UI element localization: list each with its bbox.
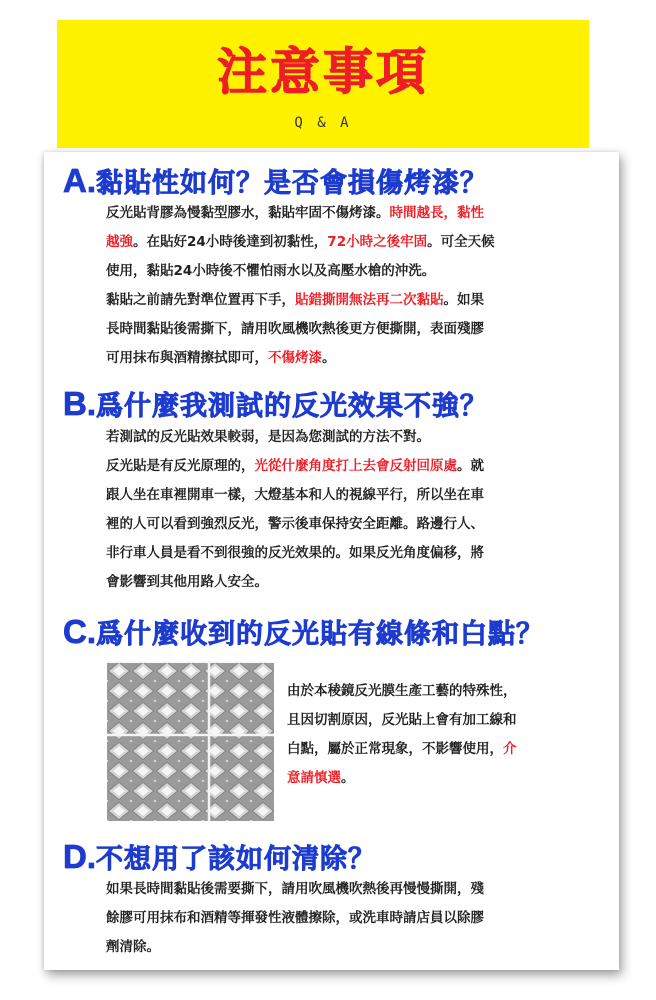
answer-line: 餘膠可用抹布和酒精等揮發性液體擦除，或洗車時請店員以除膠	[106, 910, 484, 926]
question-letter: C.	[63, 613, 96, 650]
answer-line: 如果長時間黏貼後需要撕下，請用吹風機吹熱後再慢慢撕開，殘	[106, 881, 484, 897]
answer-line: 若測試的反光貼效果較弱，是因為您測試的方法不對。	[106, 429, 430, 445]
highlight-text: 介	[503, 741, 517, 757]
answer-line: 且因切割原因，反光貼上會有加工線和	[287, 712, 517, 728]
question-letter: A.	[63, 162, 96, 199]
highlight-text: 72小時之後牢固	[327, 234, 428, 250]
answer-line: 跟人坐在車裡開車一樣，大燈基本和人的視線平行，所以坐在車	[106, 487, 484, 503]
page-title: 注意事項	[217, 43, 429, 101]
answer-line: 意請慎選。	[287, 770, 355, 786]
highlight-text: 時間越長，黏性	[389, 205, 484, 221]
question-a-title	[63, 163, 488, 202]
answer-line: 劑清除。	[106, 939, 160, 955]
answer-line: 長時間黏貼後需撕下，請用吹風機吹熱後更方便撕開，表面殘膠	[106, 321, 484, 337]
answer-line: 由於本稜鏡反光膜生產工藝的特殊性，	[287, 683, 517, 699]
highlight-text: 貼錯撕開無法再二次黏貼	[295, 292, 444, 308]
answer-c	[287, 677, 517, 793]
question-text: 黏貼性如何？是否會損傷烤漆？	[96, 168, 488, 199]
answer-b	[106, 423, 484, 597]
answer-a	[106, 199, 495, 373]
highlight-text: 意請慎選	[287, 770, 341, 786]
answer-line: 裡的人可以看到強烈反光，警示後車保持安全距離。路邊行人、	[106, 516, 484, 532]
highlight-text: 不傷烤漆	[268, 350, 322, 366]
highlight-text: 光從什麼角度打上去會反射回原處	[254, 458, 457, 474]
reflective-film-image	[107, 661, 274, 821]
question-b-title	[63, 386, 488, 425]
answer-line: 越強。在貼好24小時後達到初黏性，72小時之後牢固。可全天候	[106, 234, 495, 250]
question-text: 爲什麼收到的反光貼有線條和白點？	[96, 619, 544, 650]
question-text: 不想用了該如何清除？	[96, 844, 376, 875]
answer-line: 使用，黏貼24小時後不懼怕雨水以及高壓水槍的沖洗。	[106, 263, 436, 279]
answer-line: 可用抹布與酒精擦拭即可，不傷烤漆。	[106, 350, 336, 366]
answer-line: 黏貼之前請先對準位置再下手，貼錯撕開無法再二次黏貼。如果	[106, 292, 484, 308]
question-text: 爲什麼我測試的反光效果不強？	[96, 391, 488, 422]
answer-line: 反光貼背膠為慢黏型膠水，黏貼牢固不傷烤漆。時間越長，黏性	[106, 205, 484, 221]
answer-d	[106, 875, 484, 962]
highlight-text: 越強	[106, 234, 133, 250]
question-d-title	[63, 839, 376, 878]
question-letter: B.	[63, 385, 96, 422]
answer-line: 白點，屬於正常現象，不影響使用，介	[287, 741, 517, 757]
answer-line: 反光貼是有反光原理的，光從什麼角度打上去會反射回原處。就	[106, 458, 484, 474]
answer-line: 會影響到其他用路人安全。	[106, 574, 268, 590]
page-subtitle: Q & A	[294, 115, 352, 131]
question-c-title	[63, 614, 544, 653]
header-banner	[57, 20, 589, 148]
answer-line: 非行車人員是看不到很強的反光效果的。如果反光角度偏移，將	[106, 545, 484, 561]
question-letter: D.	[63, 838, 96, 875]
